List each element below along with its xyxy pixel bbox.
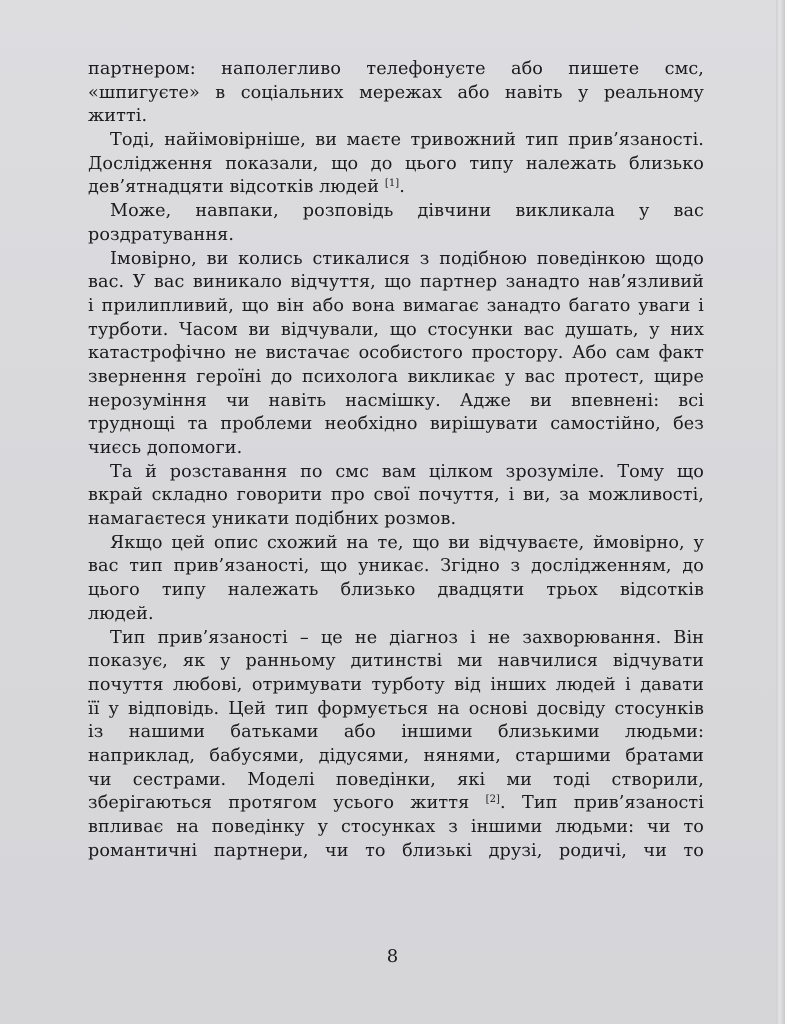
text-line-content: романтичні партнери, чи то близькі друзі, родичі, чи то (88, 840, 704, 861)
text-line-content: роздратування. (88, 224, 235, 245)
text-line-content: із нашими батьками або іншими близькими людьми: (88, 722, 704, 743)
text-line-content: труднощі та проблеми необхідно вирішувати самостійно, без (88, 414, 704, 435)
text-line-content: партнером: наполегливо телефонуєте або пишете смс, (88, 59, 704, 79)
text-line-content: зберігаються протягом усього життя (88, 793, 470, 814)
text-line (88, 792, 704, 816)
text-line-content: наприклад, бабусями, дідусями, нянями, старшими братами (88, 745, 704, 766)
text-line-content: дев’ятнадцяти відсотків людей (88, 177, 380, 198)
text-line (88, 82, 704, 106)
text-line (88, 200, 704, 224)
text-line-content: показує, як у ранньому дитинстві ми навчилися відчувати (88, 651, 704, 672)
text-line-tail: . Тип прив’язаності (500, 793, 704, 814)
text-line (88, 603, 704, 627)
text-line (88, 224, 704, 248)
text-line (88, 627, 704, 651)
text-line (88, 295, 704, 319)
text-line (88, 342, 704, 366)
text-line-content: і прилипливий, що він або вона вимагає занадто багато уваги і (88, 295, 704, 316)
text-line-content: почуття любові, отримувати турботу від інших людей і давати (88, 674, 704, 695)
text-line (88, 319, 704, 343)
text-line-content: турботи. Часом ви відчували, що стосунки вас душать, у них (88, 319, 704, 340)
text-line (88, 390, 704, 414)
text-line-content: катастрофічно не вистачає особистого простору. Або сам факт (88, 343, 704, 364)
text-line-content: Може, навпаки, розповідь дівчини викликала у вас (110, 201, 704, 222)
text-line-content: Тоді, найімовірніше, ви маєте тривожний тип прив’язаності. (110, 130, 704, 151)
page-edge (776, 0, 785, 1024)
text-line (88, 129, 704, 153)
text-line-content: людей. (88, 603, 154, 624)
text-line (88, 58, 704, 82)
text-line (88, 840, 704, 864)
text-line-content: впливає на поведінку у стосунках з іншими людьми: чи то (88, 817, 704, 837)
text-line (88, 437, 704, 461)
text-line (88, 271, 704, 295)
text-line (88, 508, 704, 532)
text-line-content: Та й розставання по смс вам цілком зрозуміле. Тому що (110, 461, 704, 482)
text-line (88, 555, 704, 579)
text-line (88, 769, 704, 793)
text-line-content: намагаєтеся уникати подібних розмов. (88, 509, 457, 530)
text-line-content: вас. У вас виникало відчуття, що партнер занадто нав’язливий (88, 272, 704, 293)
text-line (88, 366, 704, 390)
text-line (88, 674, 704, 698)
text-line-content: Імовірно, ви колись стикалися з подібною поведінкою щодо (110, 248, 704, 269)
footnote-reference: [1] (384, 178, 400, 190)
text-line-content: цього типу належать близько двадцяти трьох відсотків (88, 580, 704, 601)
text-line (88, 413, 704, 437)
text-line (88, 650, 704, 674)
text-line (88, 721, 704, 745)
text-line (88, 105, 704, 129)
text-line-content: нерозуміння чи навіть насмішку. Адже ви впевнені: всі (88, 390, 704, 411)
text-line-content: Якщо цей опис схожий на те, що ви відчуваєте, ймовірно, у (110, 532, 704, 553)
text-line (88, 698, 704, 722)
body-text (88, 58, 704, 863)
text-line (88, 176, 704, 200)
text-line-content: Тип прив’язаності – це не діагноз і не захворювання. Він (110, 627, 704, 648)
text-line (88, 745, 704, 769)
text-line (88, 248, 704, 272)
text-line-content: чиєсь допомоги. (88, 438, 243, 458)
text-line (88, 153, 704, 177)
text-line (88, 484, 704, 508)
text-line-content: звернення героїні до психолога викликає у вас протест, щире (88, 366, 704, 387)
text-line-tail: . (399, 177, 405, 198)
text-line (88, 816, 704, 840)
text-line (88, 532, 704, 556)
text-line-content: вкрай складно говорити про свої почуття, і ви, за можливості, (88, 485, 704, 506)
text-line-content: Дослідження показали, що до цього типу належать близько (88, 153, 704, 174)
text-line-content: вас тип прив’язаності, що уникає. Згідно з дослідженням, до (88, 556, 704, 577)
text-line (88, 579, 704, 603)
text-line (88, 461, 704, 485)
footnote-reference: [2] (485, 794, 501, 806)
page-number: 8 (386, 946, 399, 967)
text-line-content: її у відповідь. Цей тип формується на основі досвіду стосунків (88, 698, 704, 719)
text-line-content: «шпигуєте» в соціальних мережах або навіть у реальному (88, 82, 704, 103)
text-line-content: чи сестрами. Моделі поведінки, які ми тоді створили, (88, 769, 704, 790)
text-line-content: житті. (88, 106, 148, 127)
